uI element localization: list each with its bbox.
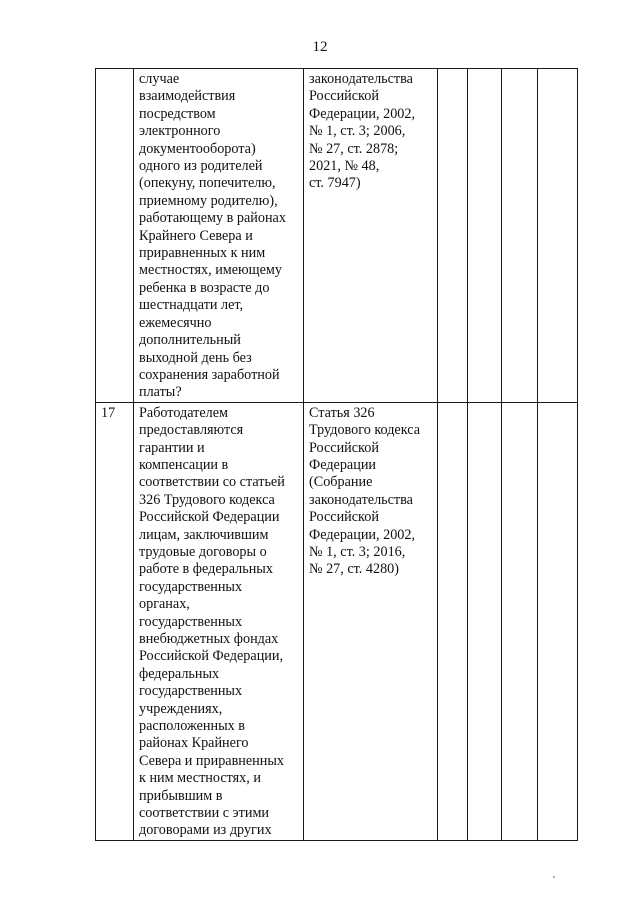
legal-source-cell <box>304 69 438 403</box>
scan-artifact-dot <box>553 876 555 878</box>
empty-cell <box>538 69 578 403</box>
empty-cell <box>438 402 468 840</box>
legal-source: Статья 326 Трудового кодекса Российской Федерации (Собрание законодательства Российской Федерации, 2002, № 1, ст. 3; 2016, № 27, ст. 4280) <box>309 404 421 578</box>
table-row <box>96 402 578 840</box>
requirement-description: Работодателем предоставляются гарантии и компенсации в соответствии со статьей 326 Трудового кодекса Российской Федерации лицам, заключившим трудовые договоры о работе в федеральных государственных органах, государственных внебюджетных фондах Российской Федерации, федеральных государственных учреждениях, расположенных в районах Крайнего Севера и приравненных к ним местностях, и прибывшим в соответствии с этими договорами из других <box>139 404 285 839</box>
requirement-description-cell <box>134 69 304 403</box>
row-number: 17 <box>101 404 116 421</box>
row-number-cell <box>96 402 134 840</box>
requirement-description: случае взаимодействия посредством электронного документооборота) одного из родителей (опекуну, попечителю, приемному родителю), работающему в районах Крайнего Севера и приравненных к ним местностях, имеющему ребенка в возрасте до шестнадцати лет, ежемесячно дополнительный выходной день без сохранения заработной платы? <box>139 71 286 401</box>
empty-cell <box>502 402 538 840</box>
legal-source: законодательства Российской Федерации, 2002, № 1, ст. 3; 2006, № 27, ст. 2878; 2021, № 48, ст. 7947) <box>309 71 416 192</box>
empty-cell <box>468 69 502 403</box>
table-row <box>96 69 578 403</box>
requirements-table <box>95 68 578 841</box>
page-number: 12 <box>312 39 328 55</box>
empty-cell <box>538 402 578 840</box>
row-number-cell <box>96 69 134 403</box>
requirement-description-cell <box>134 402 304 840</box>
legal-source-cell <box>304 402 438 840</box>
empty-cell <box>438 69 468 403</box>
empty-cell <box>468 402 502 840</box>
empty-cell <box>502 69 538 403</box>
